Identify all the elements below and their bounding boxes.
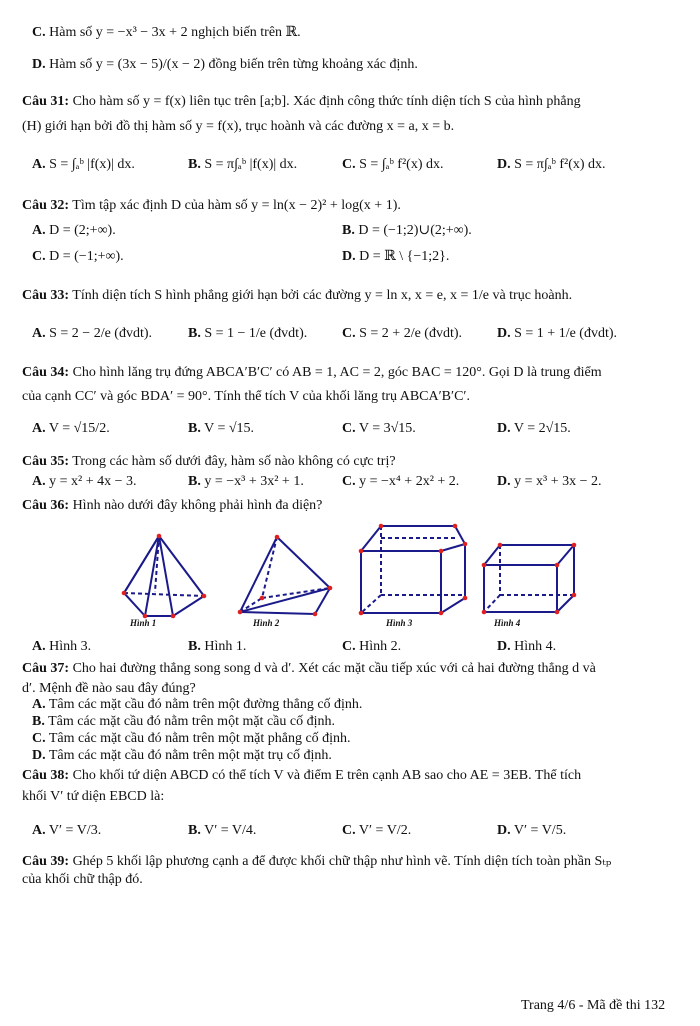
q38-option-c: C. V′ = V/2. xyxy=(342,823,412,838)
q33-option-d: D. S = 1 + 1/e (đvdt). xyxy=(497,326,618,341)
question-36: Câu 36: Hình nào dưới đây không phải hình đa diện? xyxy=(22,498,323,513)
page-footer: Trang 4/6 - Mã đề thi 132 xyxy=(521,998,666,1013)
q34-option-b: B. V = √15. xyxy=(188,421,255,436)
question-39-cont: của khối chữ thập đó. xyxy=(22,872,143,887)
q32-option-b: B. D = (−1;2)∪(2;+∞). xyxy=(342,223,472,238)
question-33: Câu 33: Tính diện tích S hình phẳng giới hạn bởi các đường y = ln x, x = e, x = 1/e và trục hoành. xyxy=(22,288,573,303)
question-34-cont: của cạnh CC′ và góc BDA′ = 90°. Tính thể tích V của khối lăng trụ ABCA′B′C′. xyxy=(22,389,470,404)
q31-option-b: B. S = π∫ₐᵇ |f(x)| dx. xyxy=(188,157,298,172)
q34-option-c: C. V = 3√15. xyxy=(342,421,416,436)
question-34: Câu 34: Cho hình lăng trụ đứng ABCA′B′C′ có AB = 1, AC = 2, góc BAC = 120°. Gọi D là trung điểm xyxy=(22,365,602,380)
figure-4-caption: Hình 4 xyxy=(494,618,521,628)
q35-option-a: A. y = x² + 4x − 3. xyxy=(32,474,137,489)
q31-option-c: C. S = ∫ₐᵇ f²(x) dx. xyxy=(342,157,444,172)
figure-1-caption: Hình 1 xyxy=(130,618,157,628)
question-32: Câu 32: Tìm tập xác định D của hàm số y = ln(x − 2)² + log(x + 1). xyxy=(22,198,401,213)
q36-option-c: C. Hình 2. xyxy=(342,639,402,654)
q37-option-c: C. Tâm các mặt cầu đó nằm trên một mặt phẳng cố định. xyxy=(32,731,351,746)
q37-option-b: B. Tâm các mặt cầu đó nằm trên một mặt cầu cố định. xyxy=(32,714,335,729)
question-38-cont: khối V′ tứ diện EBCD là: xyxy=(22,789,165,804)
q35-option-b: B. y = −x³ + 3x² + 1. xyxy=(188,474,304,489)
q30-option-c: C. Hàm số y = −x³ − 3x + 2 nghịch biến trên ℝ. xyxy=(32,25,301,40)
q38-option-b: B. V′ = V/4. xyxy=(188,823,257,838)
q36-option-a: A. Hình 3. xyxy=(32,639,92,654)
polyhedra-figures xyxy=(0,520,700,630)
question-31-cont: (H) giới hạn bởi đồ thị hàm số y = f(x), trục hoành và các đường x = a, x = b. xyxy=(22,119,455,134)
q33-option-a: A. S = 2 − 2/e (đvdt). xyxy=(32,326,153,341)
figure-3-box xyxy=(361,526,465,613)
q30-option-d: D. Hàm số y = (3x − 5)/(x − 2) đồng biến trên từng khoảng xác định. xyxy=(32,57,418,72)
q31-option-d: D. S = π∫ₐᵇ f²(x) dx. xyxy=(497,157,606,172)
q32-option-d: D. D = ℝ \ {−1;2}. xyxy=(342,249,450,264)
q36-option-d: D. Hình 4. xyxy=(497,639,557,654)
figure-4-box xyxy=(484,545,574,612)
q34-option-d: D. V = 2√15. xyxy=(497,421,571,436)
q31-option-a: A. S = ∫ₐᵇ |f(x)| dx. xyxy=(32,157,135,172)
q35-option-c: C. y = −x⁴ + 2x² + 2. xyxy=(342,474,460,489)
q35-option-d: D. y = x³ + 3x − 2. xyxy=(497,474,602,489)
figure-2 xyxy=(240,537,330,614)
figure-1-pyramid xyxy=(124,536,204,616)
q38-option-d: D. V′ = V/5. xyxy=(497,823,567,838)
question-37-cont: d′. Mệnh đề nào sau đây đúng? xyxy=(22,681,196,696)
q33-option-b: B. S = 1 − 1/e (đvdt). xyxy=(188,326,308,341)
q33-option-c: C. S = 2 + 2/e (đvdt). xyxy=(342,326,463,341)
q34-option-a: A. V = √15/2. xyxy=(32,421,110,436)
figure-2-caption: Hình 2 xyxy=(253,618,280,628)
question-35: Câu 35: Trong các hàm số dưới đây, hàm số nào không có cực trị? xyxy=(22,454,396,469)
question-38: Câu 38: Cho khối tứ diện ABCD có thể tích V và điểm E trên cạnh AB sao cho AE = 3EB. Thể tích xyxy=(22,768,582,783)
q37-option-a: A. Tâm các mặt cầu đó nằm trên một đường thẳng cố định. xyxy=(32,697,363,712)
question-31: Câu 31: Cho hàm số y = f(x) liên tục trên [a;b]. Xác định công thức tính diện tích S của hình phẳng xyxy=(22,94,581,109)
question-37: Câu 37: Cho hai đường thẳng song song d và d′. Xét các mặt cầu tiếp xúc với cả hai đường thẳng d và xyxy=(22,661,596,676)
q37-option-d: D. Tâm các mặt cầu đó nằm trên một mặt trụ cố định. xyxy=(32,748,332,763)
q32-option-a: A. D = (2;+∞). xyxy=(32,223,116,238)
q38-option-a: A. V′ = V/3. xyxy=(32,823,102,838)
q32-option-c: C. D = (−1;+∞). xyxy=(32,249,124,264)
figure-3-caption: Hình 3 xyxy=(386,618,413,628)
question-39: Câu 39: Ghép 5 khối lập phương cạnh a để được khối chữ thập như hình vẽ. Tính diện tích toàn phần Sₜₚ xyxy=(22,854,612,869)
q36-option-b: B. Hình 1. xyxy=(188,639,247,654)
